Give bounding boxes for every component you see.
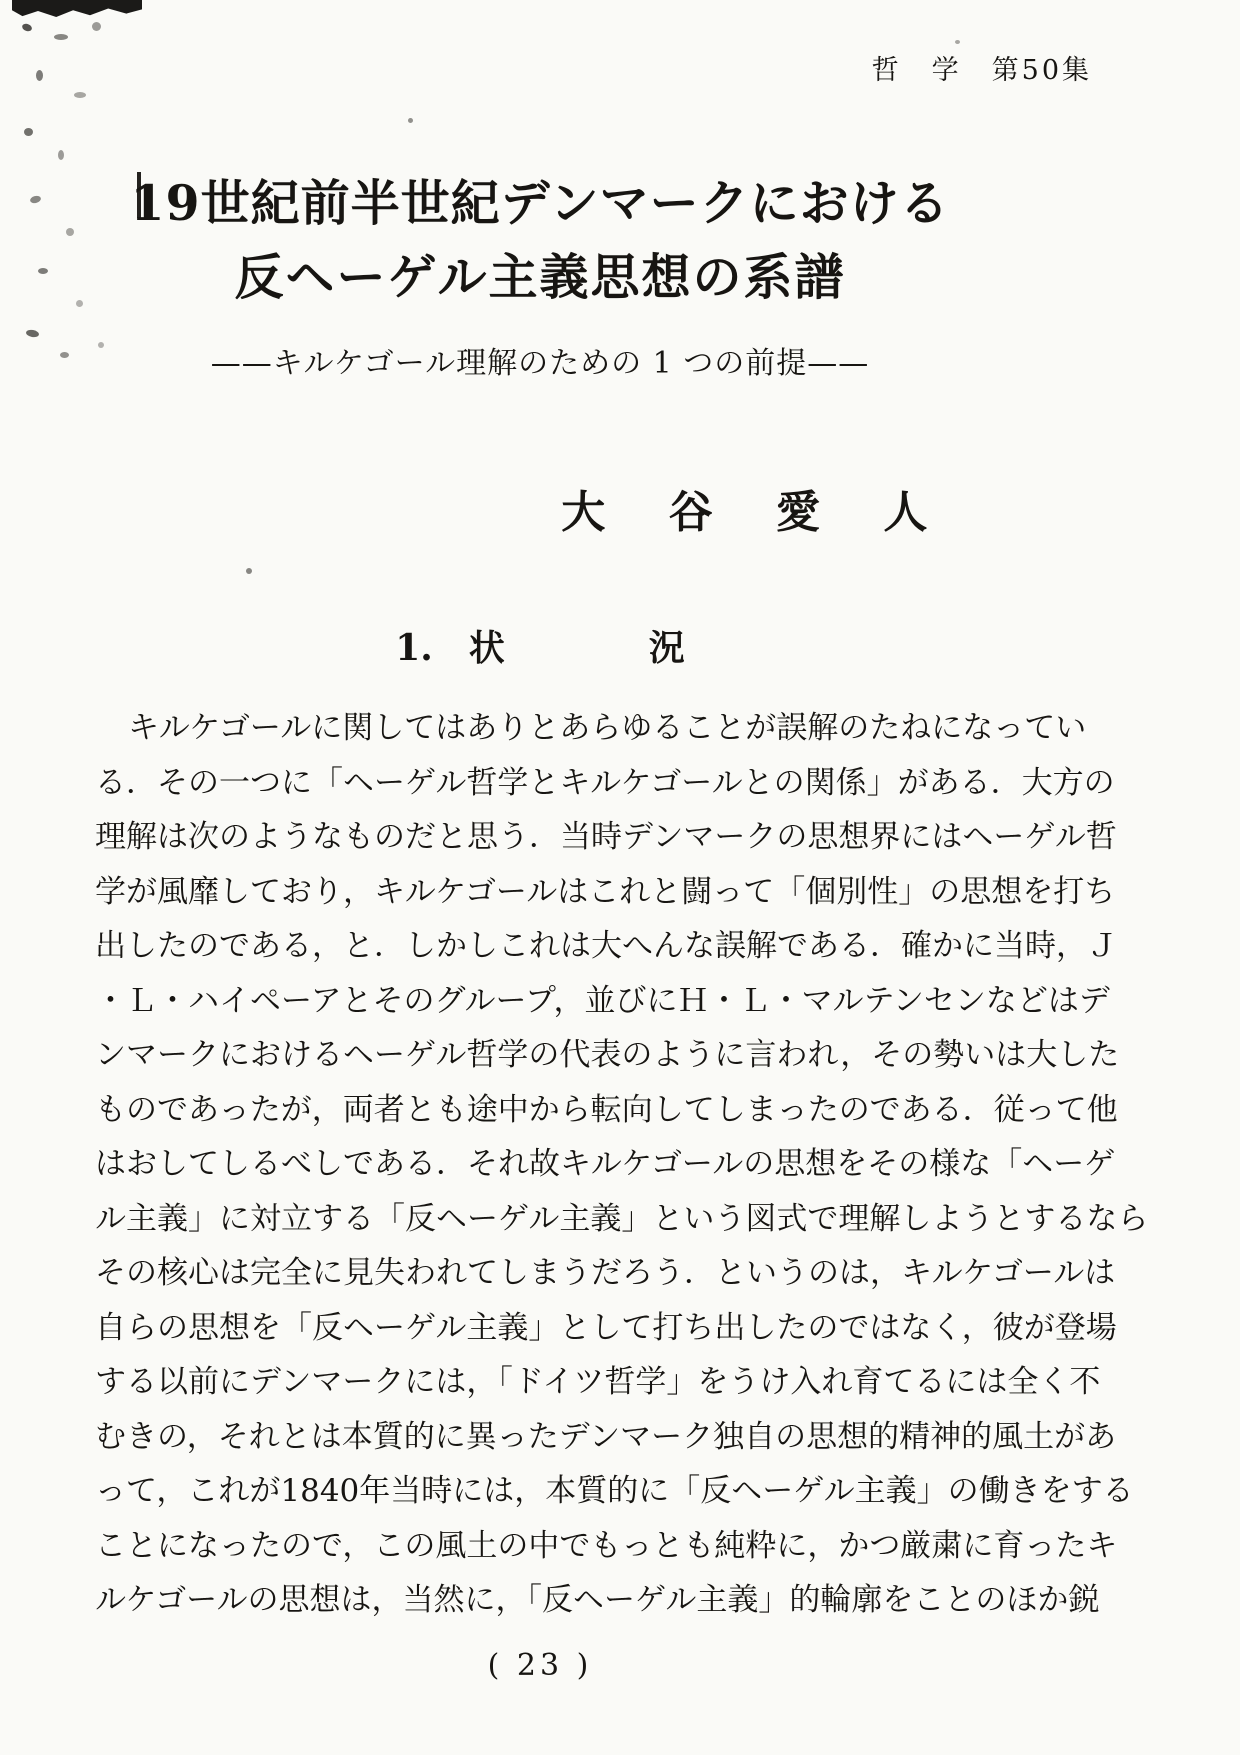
- scan-artifact-bar: [12, 0, 142, 17]
- body-line: って，これが1840年当時には，本質的に「反ヘーゲル主義」の働きをする: [95, 1473, 1134, 1509]
- body-line: キルケゴールに関してはありとあらゆることが誤解のたねになってい: [128, 710, 1087, 746]
- scan-speck: [38, 268, 48, 274]
- scan-speck: [66, 228, 74, 236]
- body-line: ものであったが，両者とも途中から転向してしまったのである．従って他: [95, 1091, 1118, 1128]
- article-title-line2: 反ヘーゲル主義思想の系譜: [234, 248, 846, 306]
- body-line: ル主義」に対立する「反ヘーゲル主義」という図式で理解しようとするなら: [95, 1200, 1149, 1237]
- page-number: ( 23 ): [487, 1648, 593, 1683]
- scan-speck: [24, 128, 33, 136]
- scan-speck: [29, 195, 41, 205]
- body-line: 自らの思想を「反ヘーゲル主義」として打ち出したのではなく，彼が登場: [95, 1309, 1117, 1346]
- body-line: 理解は次のようなものだと思う．当時デンマークの思想界にはヘーゲル哲: [95, 819, 1117, 855]
- body-line: ・Ｌ・ハイペーアとそのグループ，並びにＨ・Ｌ・マルテンセンなどはデ: [95, 982, 1110, 1019]
- body-line: その核心は完全に見失われてしまうだろう．というのは，キルケゴールは: [95, 1255, 1116, 1291]
- body-line: ルケゴールの思想は，当然に，「反ヘーゲル主義」的輪廓をことのほか鋭: [95, 1582, 1100, 1618]
- scan-speck: [74, 92, 86, 98]
- scan-speck: [21, 23, 33, 33]
- scan-speck: [955, 40, 960, 44]
- article-subtitle: ——キルケゴール理解のための 1 つの前提——: [210, 346, 870, 381]
- author-name: 大 谷 愛 人: [561, 487, 937, 538]
- scan-speck: [54, 34, 68, 40]
- scan-speck: [76, 300, 83, 307]
- body-line: はおしてしるべしである．それ故キルケゴールの思想をその様な「ヘーゲ: [95, 1146, 1116, 1182]
- body-line: ことになったので，この風土の中でもっとも純粋に，かつ厳粛に育ったキ: [95, 1527, 1118, 1564]
- body-line: 学が風靡しており，キルケゴールはこれと闘って「個別性」の思想を打ち: [95, 873, 1116, 910]
- body-line: する以前にデンマークには，「ドイツ哲学」をうけ入れ育てるには全く不: [95, 1364, 1101, 1400]
- scan-speck: [408, 118, 413, 123]
- body-line: る．その一つに「ヘーゲル哲学とキルケゴールとの関係」がある．大方の: [95, 764, 1115, 801]
- scan-speck: [92, 22, 101, 31]
- scan-speck: [25, 329, 39, 338]
- scan-speck: [246, 568, 252, 574]
- section-heading: 1. 状 況: [395, 627, 685, 669]
- body-line: 出したのである，と．しかしこれは大へんな誤解である．確かに当時，Ｊ: [95, 928, 1118, 964]
- scan-speck: [58, 150, 64, 160]
- scan-speck: [60, 352, 69, 358]
- scan-speck: [36, 70, 43, 81]
- journal-header: 哲 学 第50集: [871, 55, 1092, 86]
- body-line: むきの，それとは本質的に異ったデンマーク独自の思想的精神的風土があ: [95, 1418, 1117, 1455]
- body-paragraph: [95, 701, 1149, 1628]
- article-title: [95, 162, 985, 310]
- body-line: ンマークにおけるヘーゲル哲学の代表のように言われ，その勢いは大した: [95, 1037, 1120, 1073]
- article-title-line1: 19世紀前半世紀デンマークにおける: [130, 174, 950, 232]
